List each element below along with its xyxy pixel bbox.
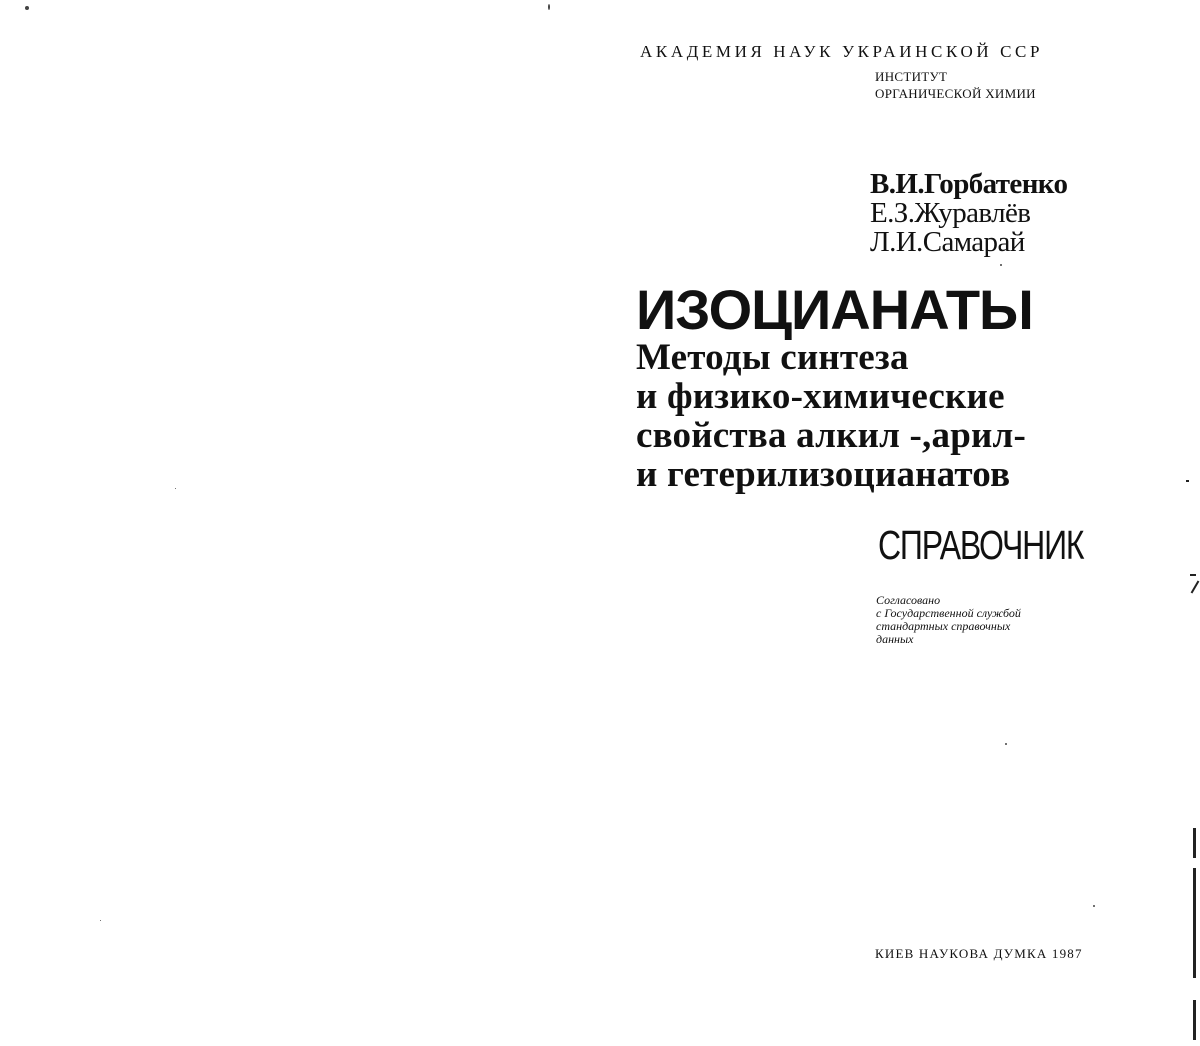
agreement-line: данных — [876, 632, 914, 646]
subtitle-line: и гетерилизоцианатов — [636, 454, 1011, 495]
scan-speck — [1093, 905, 1095, 907]
scan-speck — [1000, 264, 1002, 266]
agreement-line: Согласовано — [876, 593, 941, 607]
scan-edge-mark — [1186, 480, 1189, 482]
author-name: Е.З.Журавлёв — [870, 197, 1031, 229]
subtitle-line: Методы синтеза — [636, 337, 909, 378]
scan-speck — [25, 6, 29, 10]
scan-edge-mark — [1193, 1000, 1196, 1040]
scan-speck — [100, 920, 101, 921]
subtitle-line: свойства алкил -,арил- — [636, 415, 1026, 456]
scan-edge-mark — [1193, 868, 1196, 978]
institute-line: ОРГАНИЧЕСКОЙ ХИМИИ — [875, 86, 1036, 101]
academy-name: АКАДЕМИЯ НАУК УКРАИНСКОЙ ССР — [640, 42, 1044, 61]
scan-edge-mark — [1190, 574, 1196, 576]
agreement-line: стандартных справочных — [876, 619, 1011, 633]
scan-speck — [175, 488, 176, 489]
scan-speck — [1005, 743, 1007, 745]
genre-label: СПРАВОЧНИК — [878, 522, 1084, 568]
agreement-line: с Государственной службой — [876, 606, 1021, 620]
scan-speck — [548, 4, 550, 10]
scan-edge-mark — [1193, 828, 1196, 858]
book-subtitle — [636, 338, 1026, 494]
institute-line: ИНСТИТУТ — [875, 69, 948, 84]
authors-list — [870, 170, 1067, 257]
institute-name — [875, 68, 1036, 102]
book-title: ИЗОЦИАНАТЫ — [636, 278, 1033, 341]
author-name: Л.И.Самарай — [870, 226, 1025, 258]
publisher-imprint: КИЕВ НАУКОВА ДУМКА 1987 — [875, 946, 1083, 961]
scan-edge-mark — [1191, 580, 1200, 593]
subtitle-line: и физико-химические — [636, 376, 1005, 417]
author-name: В.И.Горбатенко — [870, 168, 1068, 200]
agreement-note — [876, 594, 1021, 646]
